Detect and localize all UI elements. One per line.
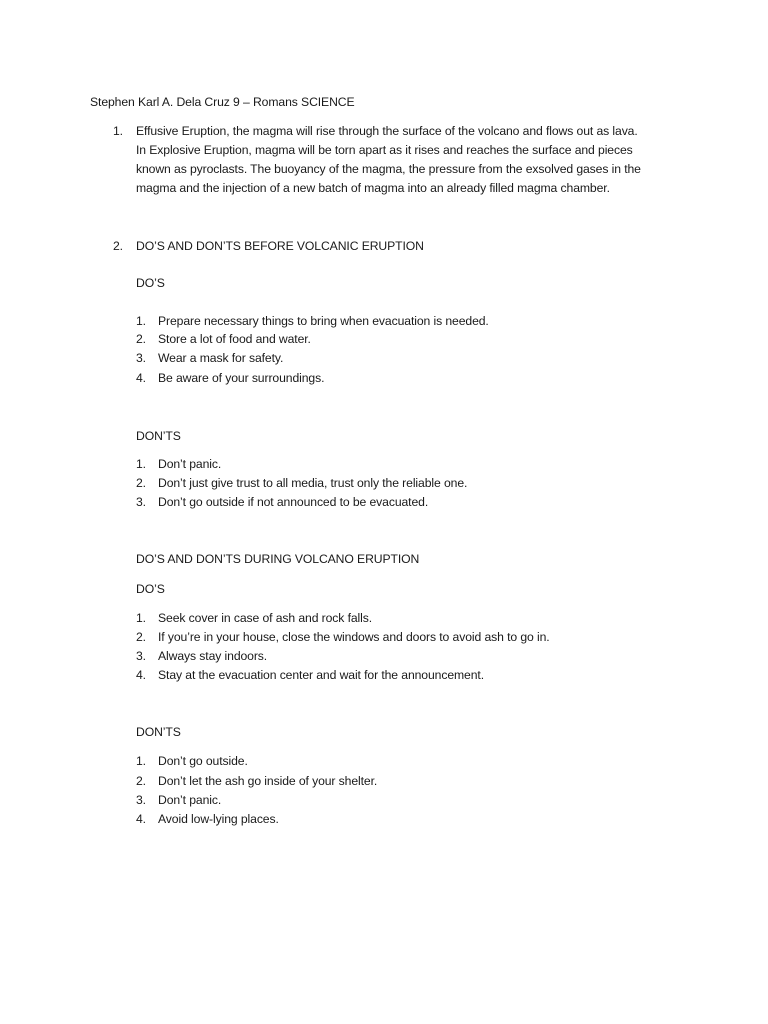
list-item xyxy=(136,493,428,511)
list-item xyxy=(136,810,279,828)
list-item xyxy=(136,628,550,646)
list-item xyxy=(136,752,248,770)
list-item-number: 2. xyxy=(136,332,146,346)
list-item-number: 3. xyxy=(136,649,146,663)
list-item xyxy=(136,791,221,809)
item1-paragraph xyxy=(136,122,696,198)
list-item-text: Stay at the evacuation center and wait for the announcement. xyxy=(158,668,484,682)
list-item-text: Wear a mask for safety. xyxy=(158,351,284,365)
list-item-number: 1. xyxy=(136,754,146,768)
list-item-text: Seek cover in case of ash and rock falls. xyxy=(158,611,373,625)
list-item xyxy=(136,666,484,684)
list-item xyxy=(136,474,467,492)
document-header: Stephen Karl A. Dela Cruz 9 – Romans SCIENCE xyxy=(90,95,355,109)
list-item-text: Store a lot of food and water. xyxy=(158,332,311,346)
before-section-title: DO’S AND DON’TS BEFORE VOLCANIC ERUPTION xyxy=(136,239,424,253)
list-item-text: Don’t panic. xyxy=(158,793,222,807)
list-item-number: 1. xyxy=(136,314,146,328)
during-section-title: DO’S AND DON’TS DURING VOLCANO ERUPTION xyxy=(136,552,420,566)
before-donts-heading: DON’TS xyxy=(136,429,181,443)
list-item-number: 1. xyxy=(136,457,146,471)
list-item-text: Avoid low-lying places. xyxy=(158,812,279,826)
list-item-text: Be aware of your surroundings. xyxy=(158,371,325,385)
list-item-number: 2. xyxy=(136,476,146,490)
list-item xyxy=(136,312,489,330)
item1-number: 1. xyxy=(113,124,123,138)
list-item-number: 3. xyxy=(136,351,146,365)
list-item xyxy=(136,349,283,367)
list-item-text: Don’t go outside. xyxy=(158,754,248,768)
list-item-text: Don’t let the ash go inside of your shelter. xyxy=(158,774,378,788)
item1-line: magma and the injection of a new batch of magma into an already filled magma chamber. xyxy=(136,181,610,195)
list-item-text: Prepare necessary things to bring when evacuation is needed. xyxy=(158,314,489,328)
list-item xyxy=(136,330,311,348)
list-item-text: Don’t go outside if not announced to be evacuated. xyxy=(158,495,429,509)
list-item xyxy=(136,609,372,627)
list-item-text: Don’t panic. xyxy=(158,457,222,471)
list-item-number: 2. xyxy=(136,774,146,788)
item1-line: In Explosive Eruption, magma will be torn apart as it rises and reaches the surface and pieces xyxy=(136,143,633,157)
list-item xyxy=(136,772,377,790)
item1-line: known as pyroclasts. The buoyancy of the magma, the pressure from the exsolved gases in the xyxy=(136,162,641,176)
list-item-number: 4. xyxy=(136,371,146,385)
item2-number: 2. xyxy=(113,239,123,253)
list-item-number: 2. xyxy=(136,630,146,644)
list-item-number: 3. xyxy=(136,793,146,807)
list-item xyxy=(136,647,267,665)
list-item-number: 3. xyxy=(136,495,146,509)
list-item xyxy=(136,369,324,387)
list-item-text: Don’t just give trust to all media, trust only the reliable one. xyxy=(158,476,468,490)
list-item-text: Always stay indoors. xyxy=(158,649,268,663)
list-item-text: If you’re in your house, close the windows and doors to avoid ash to go in. xyxy=(158,630,550,644)
during-dos-heading: DO’S xyxy=(136,582,165,596)
item1-line: Effusive Eruption, the magma will rise through the surface of the volcano and flows out as lava. xyxy=(136,124,638,138)
before-dos-heading: DO’S xyxy=(136,276,165,290)
list-item xyxy=(136,455,221,473)
during-donts-heading: DON’TS xyxy=(136,725,181,739)
list-item-number: 1. xyxy=(136,611,146,625)
list-item-number: 4. xyxy=(136,812,146,826)
list-item-number: 4. xyxy=(136,668,146,682)
